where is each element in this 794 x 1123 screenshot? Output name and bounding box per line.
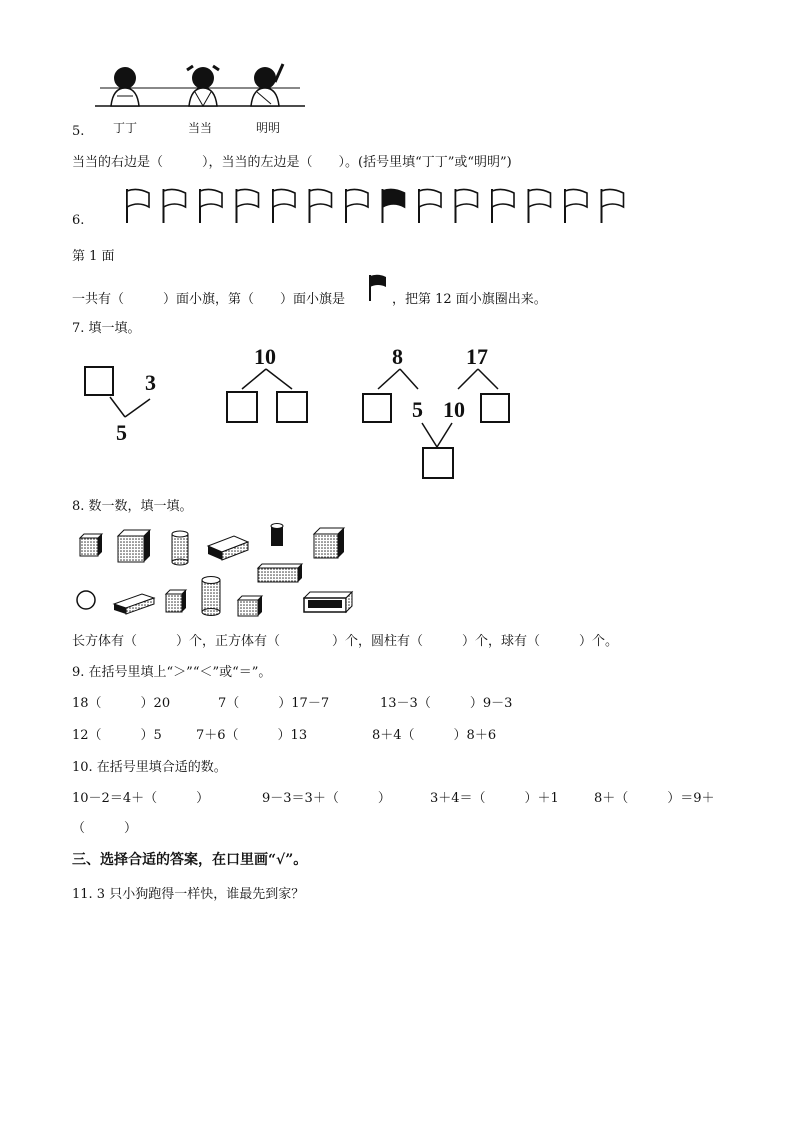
cube-icon xyxy=(166,590,186,612)
q10-item-3: 3＋4＝（ ）＋1 xyxy=(430,791,559,806)
flag-icon[interactable] xyxy=(346,189,368,223)
q5-text: 当当的右边是（ ），当当的左边是（ ）。(括号里填“丁丁”或“明明”) xyxy=(72,155,512,170)
q9-r1-c1: 18（ ）20 xyxy=(72,696,171,711)
flag-icon[interactable] xyxy=(456,189,478,223)
flag-icon[interactable] xyxy=(127,189,149,223)
q10-title: 10. 在括号里填合适的数。 xyxy=(72,760,227,775)
bond3-mid-5: 5 xyxy=(412,397,423,422)
flag-icon[interactable] xyxy=(565,189,587,223)
bond2-top: 10 xyxy=(254,344,276,369)
q8-text: 长方体有（ ）个，正方体有（ ）个，圆柱有（ ）个，球有（ ）个。 xyxy=(72,634,619,649)
answer-box[interactable] xyxy=(422,447,454,479)
q5-picture xyxy=(95,62,305,122)
flag-icon[interactable] xyxy=(529,189,551,223)
flag-icon[interactable] xyxy=(273,189,295,223)
bond3-top-right: 17 xyxy=(466,344,488,369)
q9-r2-c2: 7＋6（ ）13 xyxy=(196,728,308,743)
answer-box[interactable] xyxy=(84,366,114,396)
answer-box[interactable] xyxy=(480,393,510,423)
bond1-bottom: 5 xyxy=(116,420,127,445)
answer-box[interactable] xyxy=(362,393,392,423)
cube-icon xyxy=(80,534,102,556)
q11-text: 11. 3 只小狗跑得一样快，谁最先到家？ xyxy=(72,887,305,902)
section3-title: 三、选择合适的答案，在口里画“√”。 xyxy=(72,852,308,868)
q7-title: 7. 填一填。 xyxy=(72,321,141,336)
cuboid-icon xyxy=(114,594,154,614)
q6-number: 6. xyxy=(72,213,85,228)
q10-item-1: 10－2＝4＋（ ） xyxy=(72,791,210,806)
cuboid-icon xyxy=(258,564,302,582)
answer-box[interactable] xyxy=(276,391,308,423)
ball-icon xyxy=(77,591,95,609)
q9-title: 9. 在括号里填上“＞”“＜”或“＝”。 xyxy=(72,665,272,680)
bond3-top-left: 8 xyxy=(392,344,403,369)
cube-icon xyxy=(238,596,262,616)
flag-icon[interactable] xyxy=(200,189,222,223)
q6-text-b: ，把第 12 面小旗圈出来。 xyxy=(392,292,547,307)
q9-r2-c3: 8＋4（ ）8＋6 xyxy=(372,728,497,743)
name-dangdang: 当当 xyxy=(188,121,213,135)
q9-r1-c2: 7（ ）17－7 xyxy=(218,696,330,711)
kid-mingming-icon xyxy=(251,64,283,106)
q9-r2-c1: 12（ ）5 xyxy=(72,728,162,743)
name-mingming: 明明 xyxy=(256,121,281,135)
cylinder-icon xyxy=(202,577,220,616)
name-dingding: 丁丁 xyxy=(113,121,138,135)
flag-icon[interactable] xyxy=(164,189,186,223)
q9-r1-c3: 13－3（ ）9－3 xyxy=(380,696,513,711)
flag-icon[interactable] xyxy=(310,189,332,223)
cylinder-icon xyxy=(172,531,188,565)
flag-icon[interactable] xyxy=(419,189,441,223)
black-flag-icon[interactable] xyxy=(383,189,405,223)
kid-dingding-icon xyxy=(111,67,139,106)
flag-icon[interactable] xyxy=(492,189,514,223)
q10-wrap: （ ） xyxy=(72,821,138,836)
q10-item-4: 8＋（ ）＝9＋ xyxy=(594,791,715,806)
flag-icon[interactable] xyxy=(237,189,259,223)
cube-icon xyxy=(118,530,150,562)
bond1-top-right: 3 xyxy=(145,370,156,395)
q6-text-a: 一共有（ ）面小旗，第（ ）面小旗是 xyxy=(72,292,346,307)
kids-illustration xyxy=(95,62,305,112)
q6-first-label: 第 1 面 xyxy=(72,249,115,264)
q10-item-2: 9－3＝3＋（ ） xyxy=(262,791,391,806)
flag-row xyxy=(125,187,645,227)
cuboid-icon xyxy=(208,536,248,560)
flag-icon[interactable] xyxy=(602,189,624,223)
answer-box[interactable] xyxy=(226,391,258,423)
cylinder-icon xyxy=(271,524,283,547)
solid-shapes xyxy=(72,520,372,620)
bond3-mid-10: 10 xyxy=(443,397,465,422)
cube-icon xyxy=(314,528,344,558)
q5-number: 5. xyxy=(72,124,85,139)
q8-title: 8. 数一数，填一填。 xyxy=(72,499,193,514)
cuboid-icon xyxy=(304,592,352,612)
kid-dangdang-icon xyxy=(187,66,219,106)
black-flag-icon xyxy=(368,273,390,303)
